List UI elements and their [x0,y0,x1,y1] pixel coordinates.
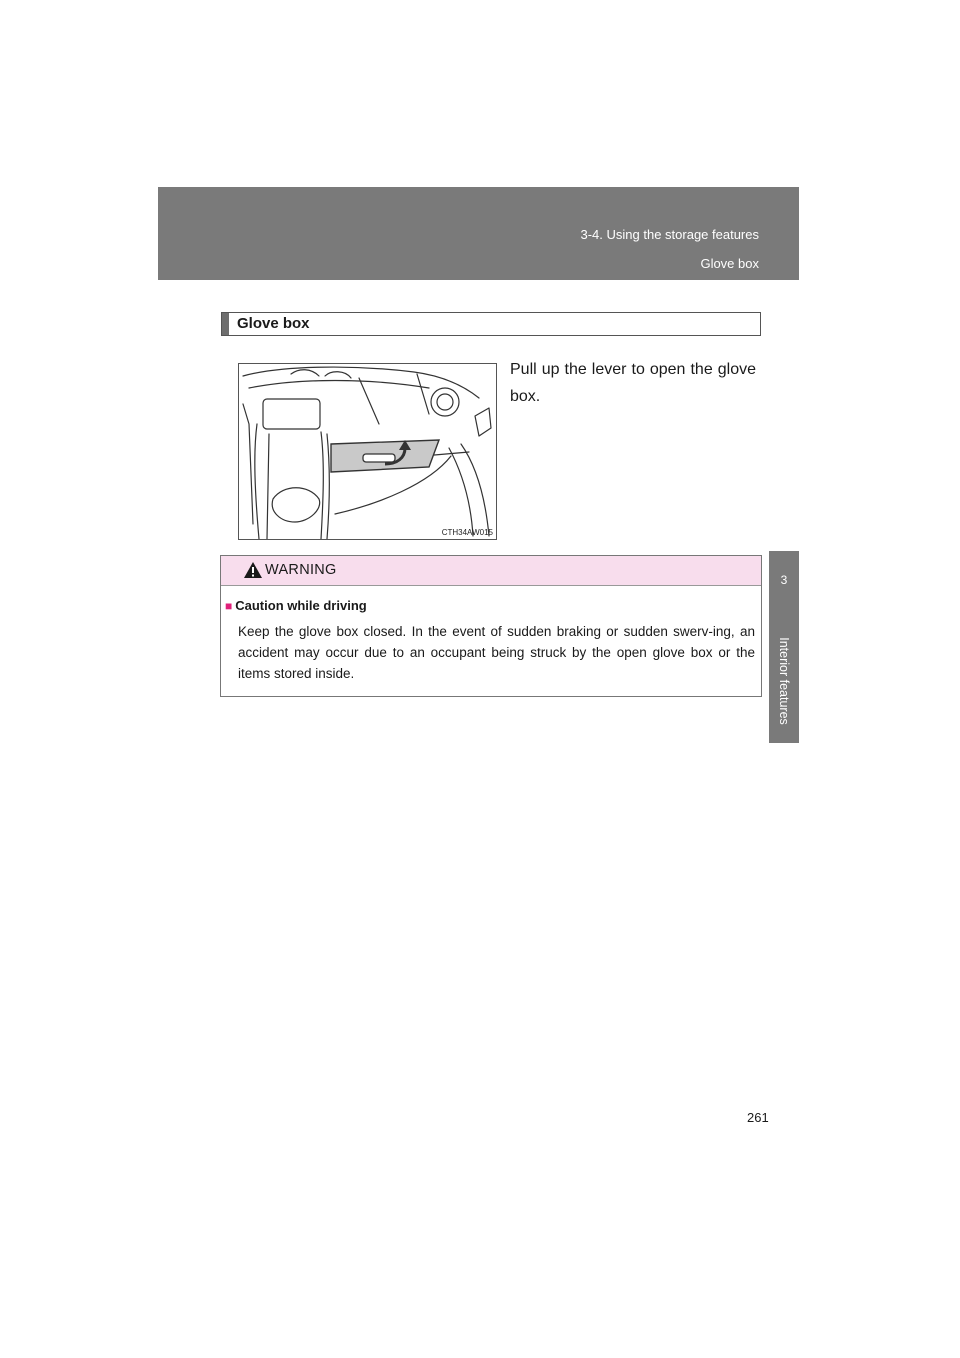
section-title: Glove box [237,315,310,332]
header-band [158,187,799,280]
section-title-bar [221,312,761,336]
warning-item-heading-text: Caution while driving [235,598,367,613]
chapter-side-tab [769,551,799,743]
square-bullet-icon: ■ [225,599,233,613]
dashboard-drawing [239,364,496,539]
header-subsection-title: Glove box [700,256,759,271]
instruction-text: Pull up the lever to open the glove box. [510,361,756,405]
warning-box [220,555,762,697]
warning-item-heading [225,598,367,613]
glove-box-illustration [238,363,497,540]
chapter-label: Interior features [777,637,791,725]
warning-triangle-icon [243,561,263,579]
glove-box-lever [363,454,395,462]
warning-body-text: Keep the glove box closed. In the event of sudden braking or sudden swerv-ing, an accident may occur due to an occupant being struck by the open glove box or the items stored inside. [238,624,755,681]
figure-code: CTH34AW015 [441,528,493,537]
page-number: 261 [747,1110,769,1125]
header-section-title: 3-4. Using the storage features [580,227,759,242]
chapter-number: 3 [780,573,788,587]
section-title-accent [222,313,229,335]
warning-title: WARNING [265,562,337,578]
warning-header [221,556,761,586]
